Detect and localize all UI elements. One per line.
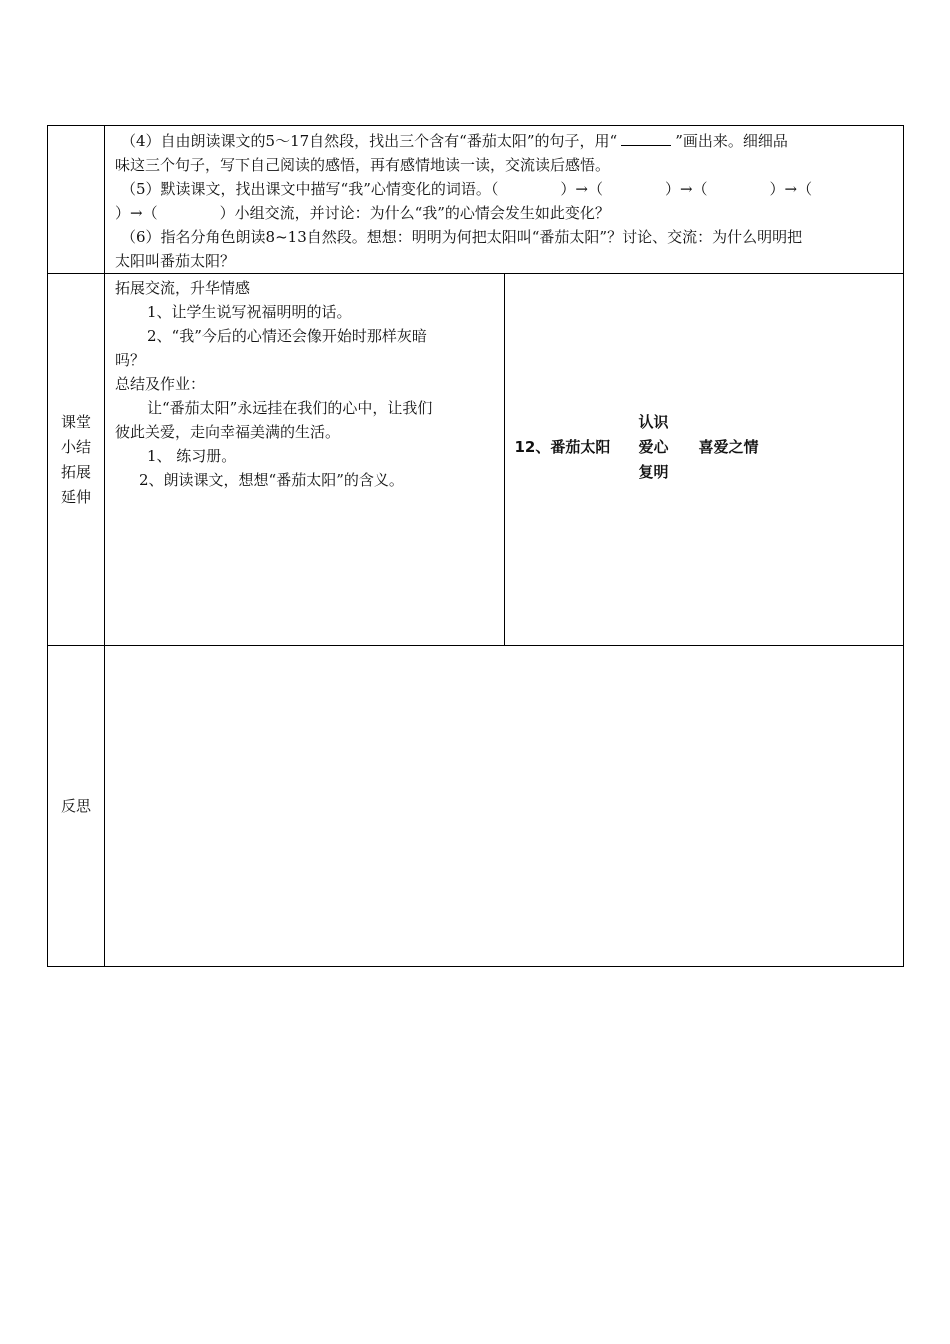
board-word-recognize: 认识 <box>638 413 669 431</box>
lesson-plan-table <box>47 125 904 967</box>
task-6-line2: 太阳叫番茄太阳？ <box>115 252 236 270</box>
row-reflection <box>48 646 904 967</box>
reflection-content-cell <box>105 646 904 967</box>
extension-item-2: 2、“我”今后的心情还会像开始时那样灰暗 <box>147 327 427 345</box>
row-summary-extension <box>48 274 904 646</box>
summary-text-cont: 彼此关爱，走向幸福美满的生活。 <box>115 423 341 441</box>
row2-side-label: 课堂 小结 拓展 延伸 <box>48 274 105 646</box>
summary-text: 让“番茄太阳”永远挂在我们的心中，让我们 <box>147 399 433 417</box>
blackboard-design-cell <box>504 274 904 646</box>
row1-side-cell <box>48 126 105 274</box>
underline-blank <box>621 131 671 146</box>
summary-cell <box>105 274 505 646</box>
board-title: 12、番茄太阳 <box>514 438 611 456</box>
extension-item-2-cont: 吗？ <box>115 351 146 369</box>
homework-item-2: 2、朗读课文，想想“番茄太阳”的含义。 <box>139 471 404 489</box>
task-5-line1: （5）默读课文，找出课文中描写“我”心情变化的词语。（ ）→（ ）→（ ）→（ <box>121 180 813 198</box>
row-reading-tasks <box>48 126 904 274</box>
homework-heading: 总结及作业： <box>115 375 206 393</box>
task-4-line2: 味这三个句子，写下自己阅读的感悟，再有感情地读一读，交流读后感悟。 <box>115 156 611 174</box>
board-emotion: 喜爱之情 <box>698 438 759 456</box>
task-5-line2: ）→（ ）小组交流，并讨论：为什么“我”的心情会发生如此变化？ <box>115 204 610 222</box>
task-6-line1: （6）指名分角色朗读8~13自然段。想想：明明为何把太阳叫“番茄太阳”？讨论、交流：为什么明明把 <box>121 228 803 246</box>
board-word-sight: 复明 <box>638 463 669 481</box>
homework-item-1: 1、 练习册。 <box>147 447 237 465</box>
blackboard-design <box>505 274 904 645</box>
extension-heading: 拓展交流，升华情感 <box>115 279 251 297</box>
reflection-label: 反思 <box>48 646 105 967</box>
extension-item-1: 1、让学生说写祝福明明的话。 <box>147 303 352 321</box>
task-4-line1: （4）自由朗读课文的5～17自然段，找出三个含有“番茄太阳”的句子，用“ ”画出来。细细品 <box>121 132 788 150</box>
board-word-love: 爱心 <box>638 438 669 456</box>
reading-tasks-cell <box>105 126 904 274</box>
